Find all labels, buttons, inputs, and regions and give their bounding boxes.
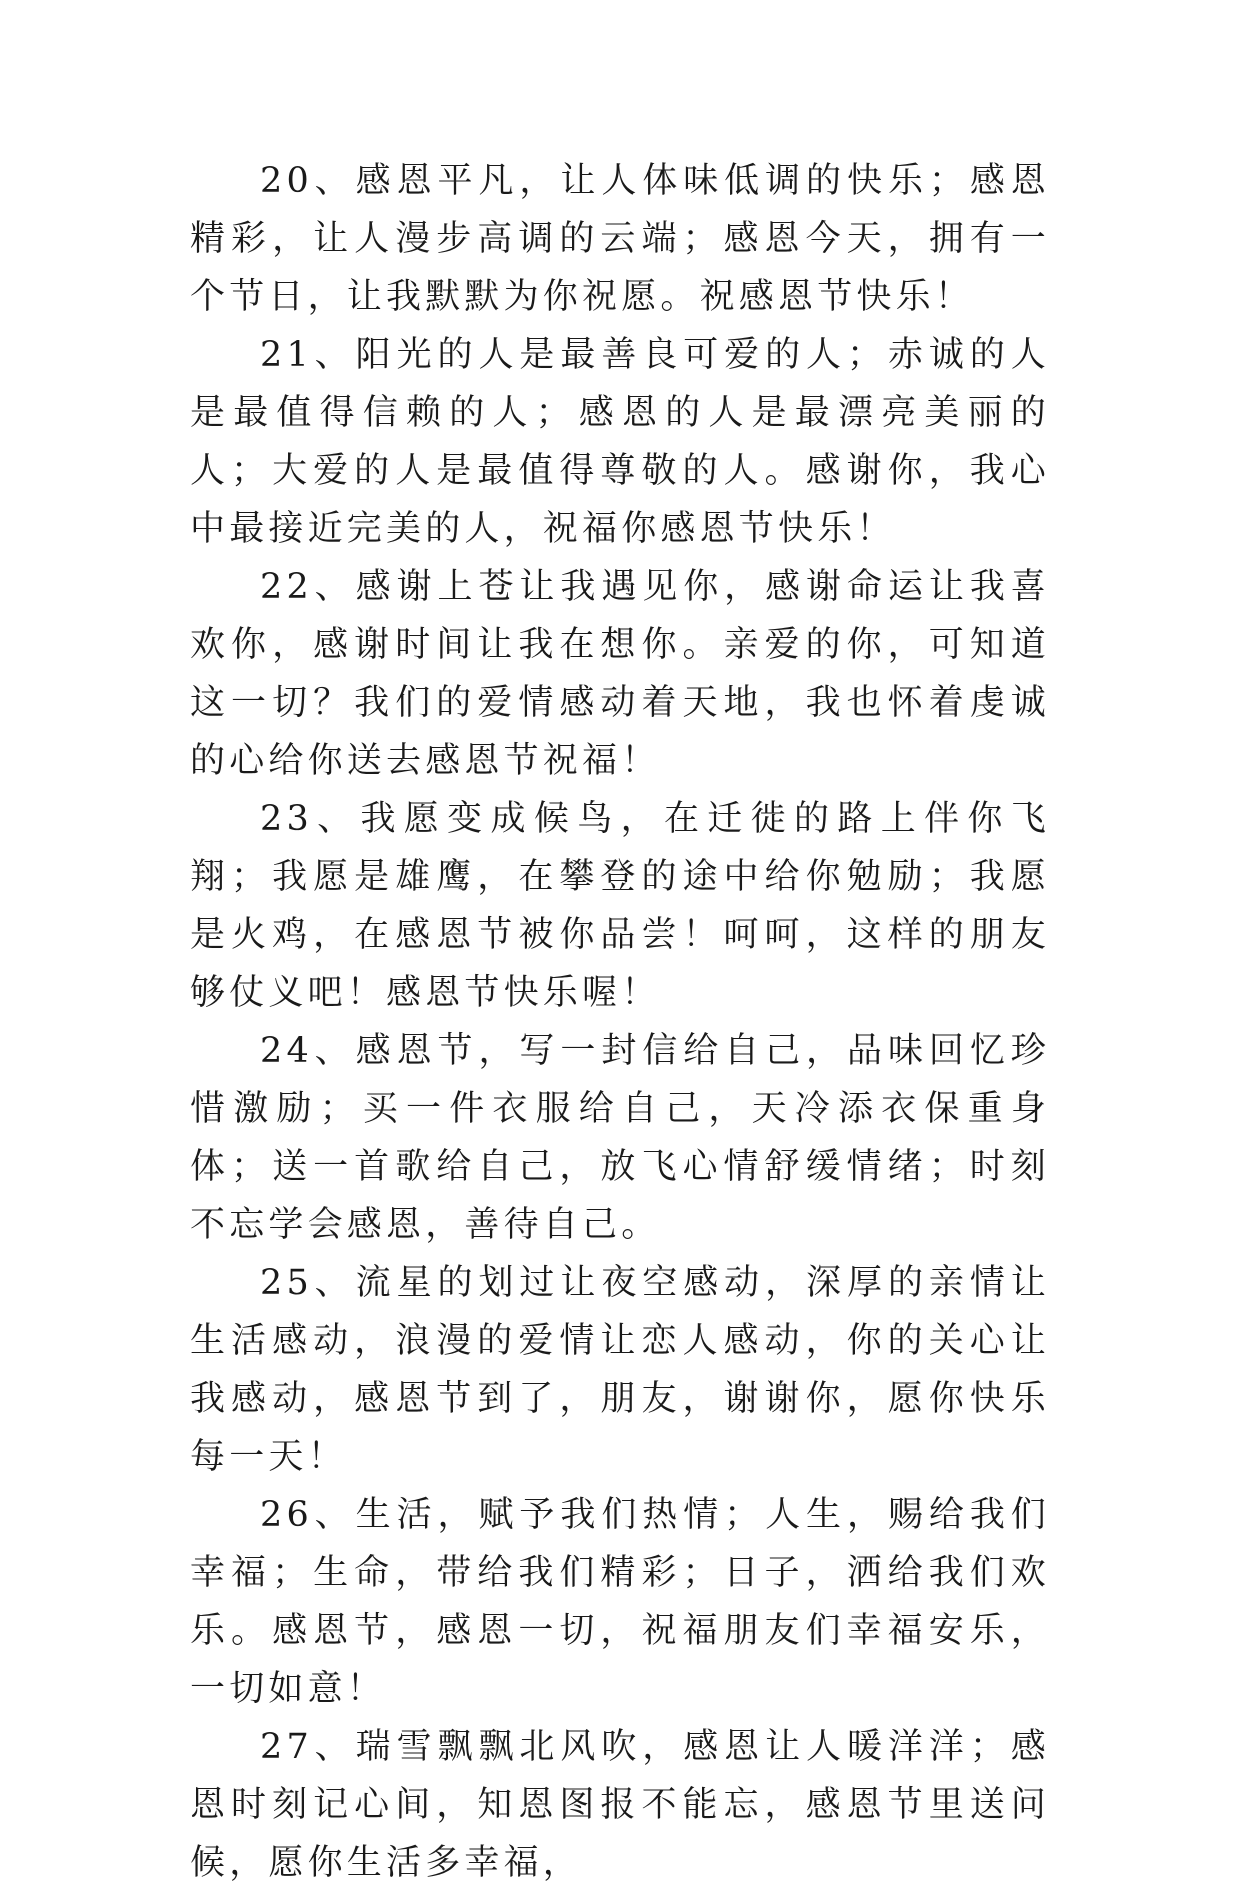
paragraph-26: 26、生活，赋予我们热情；人生，赐给我们幸福；生命，带给我们精彩；日子，洒给我们欢乐。感恩节，感恩一切，祝福朋友们幸福安乐，一切如意！ bbox=[190, 1495, 1050, 1709]
paragraph-23: 23、我愿变成候鸟，在迁徙的路上伴你飞翔；我愿是雄鹰，在攀登的途中给你勉励；我愿是火鸡，在感恩节被你品尝！呵呵，这样的朋友够仗义吧！感恩节快乐喔！ bbox=[190, 799, 1050, 1013]
paragraph-25: 25、流星的划过让夜空感动，深厚的亲情让生活感动，浪漫的爱情让恋人感动，你的关心让我感动，感恩节到了，朋友，谢谢你，愿你快乐每一天！ bbox=[190, 1263, 1050, 1477]
paragraph-27: 27、瑞雪飘飘北风吹，感恩让人暖洋洋；感恩时刻记心间，知恩图报不能忘，感恩节里送问候，愿你生活多幸福， bbox=[190, 1727, 1050, 1883]
document-body bbox=[190, 152, 1050, 1892]
paragraph-20: 20、感恩平凡，让人体味低调的快乐；感恩精彩，让人漫步高调的云端；感恩今天，拥有一个节日，让我默默为你祝愿。祝感恩节快乐！ bbox=[190, 161, 1050, 317]
paragraph-21: 21、阳光的人是最善良可爱的人；赤诚的人是最值得信赖的人；感恩的人是最漂亮美丽的人；大爱的人是最值得尊敬的人。感谢你，我心中最接近完美的人，祝福你感恩节快乐！ bbox=[190, 335, 1050, 549]
paragraph-24: 24、感恩节，写一封信给自己，品味回忆珍惜激励；买一件衣服给自己，天冷添衣保重身体；送一首歌给自己，放飞心情舒缓情绪；时刻不忘学会感恩，善待自己。 bbox=[190, 1031, 1050, 1245]
paragraph-22: 22、感谢上苍让我遇见你，感谢命运让我喜欢你，感谢时间让我在想你。亲爱的你，可知道这一切？我们的爱情感动着天地，我也怀着虔诚的心给你送去感恩节祝福！ bbox=[190, 567, 1050, 781]
